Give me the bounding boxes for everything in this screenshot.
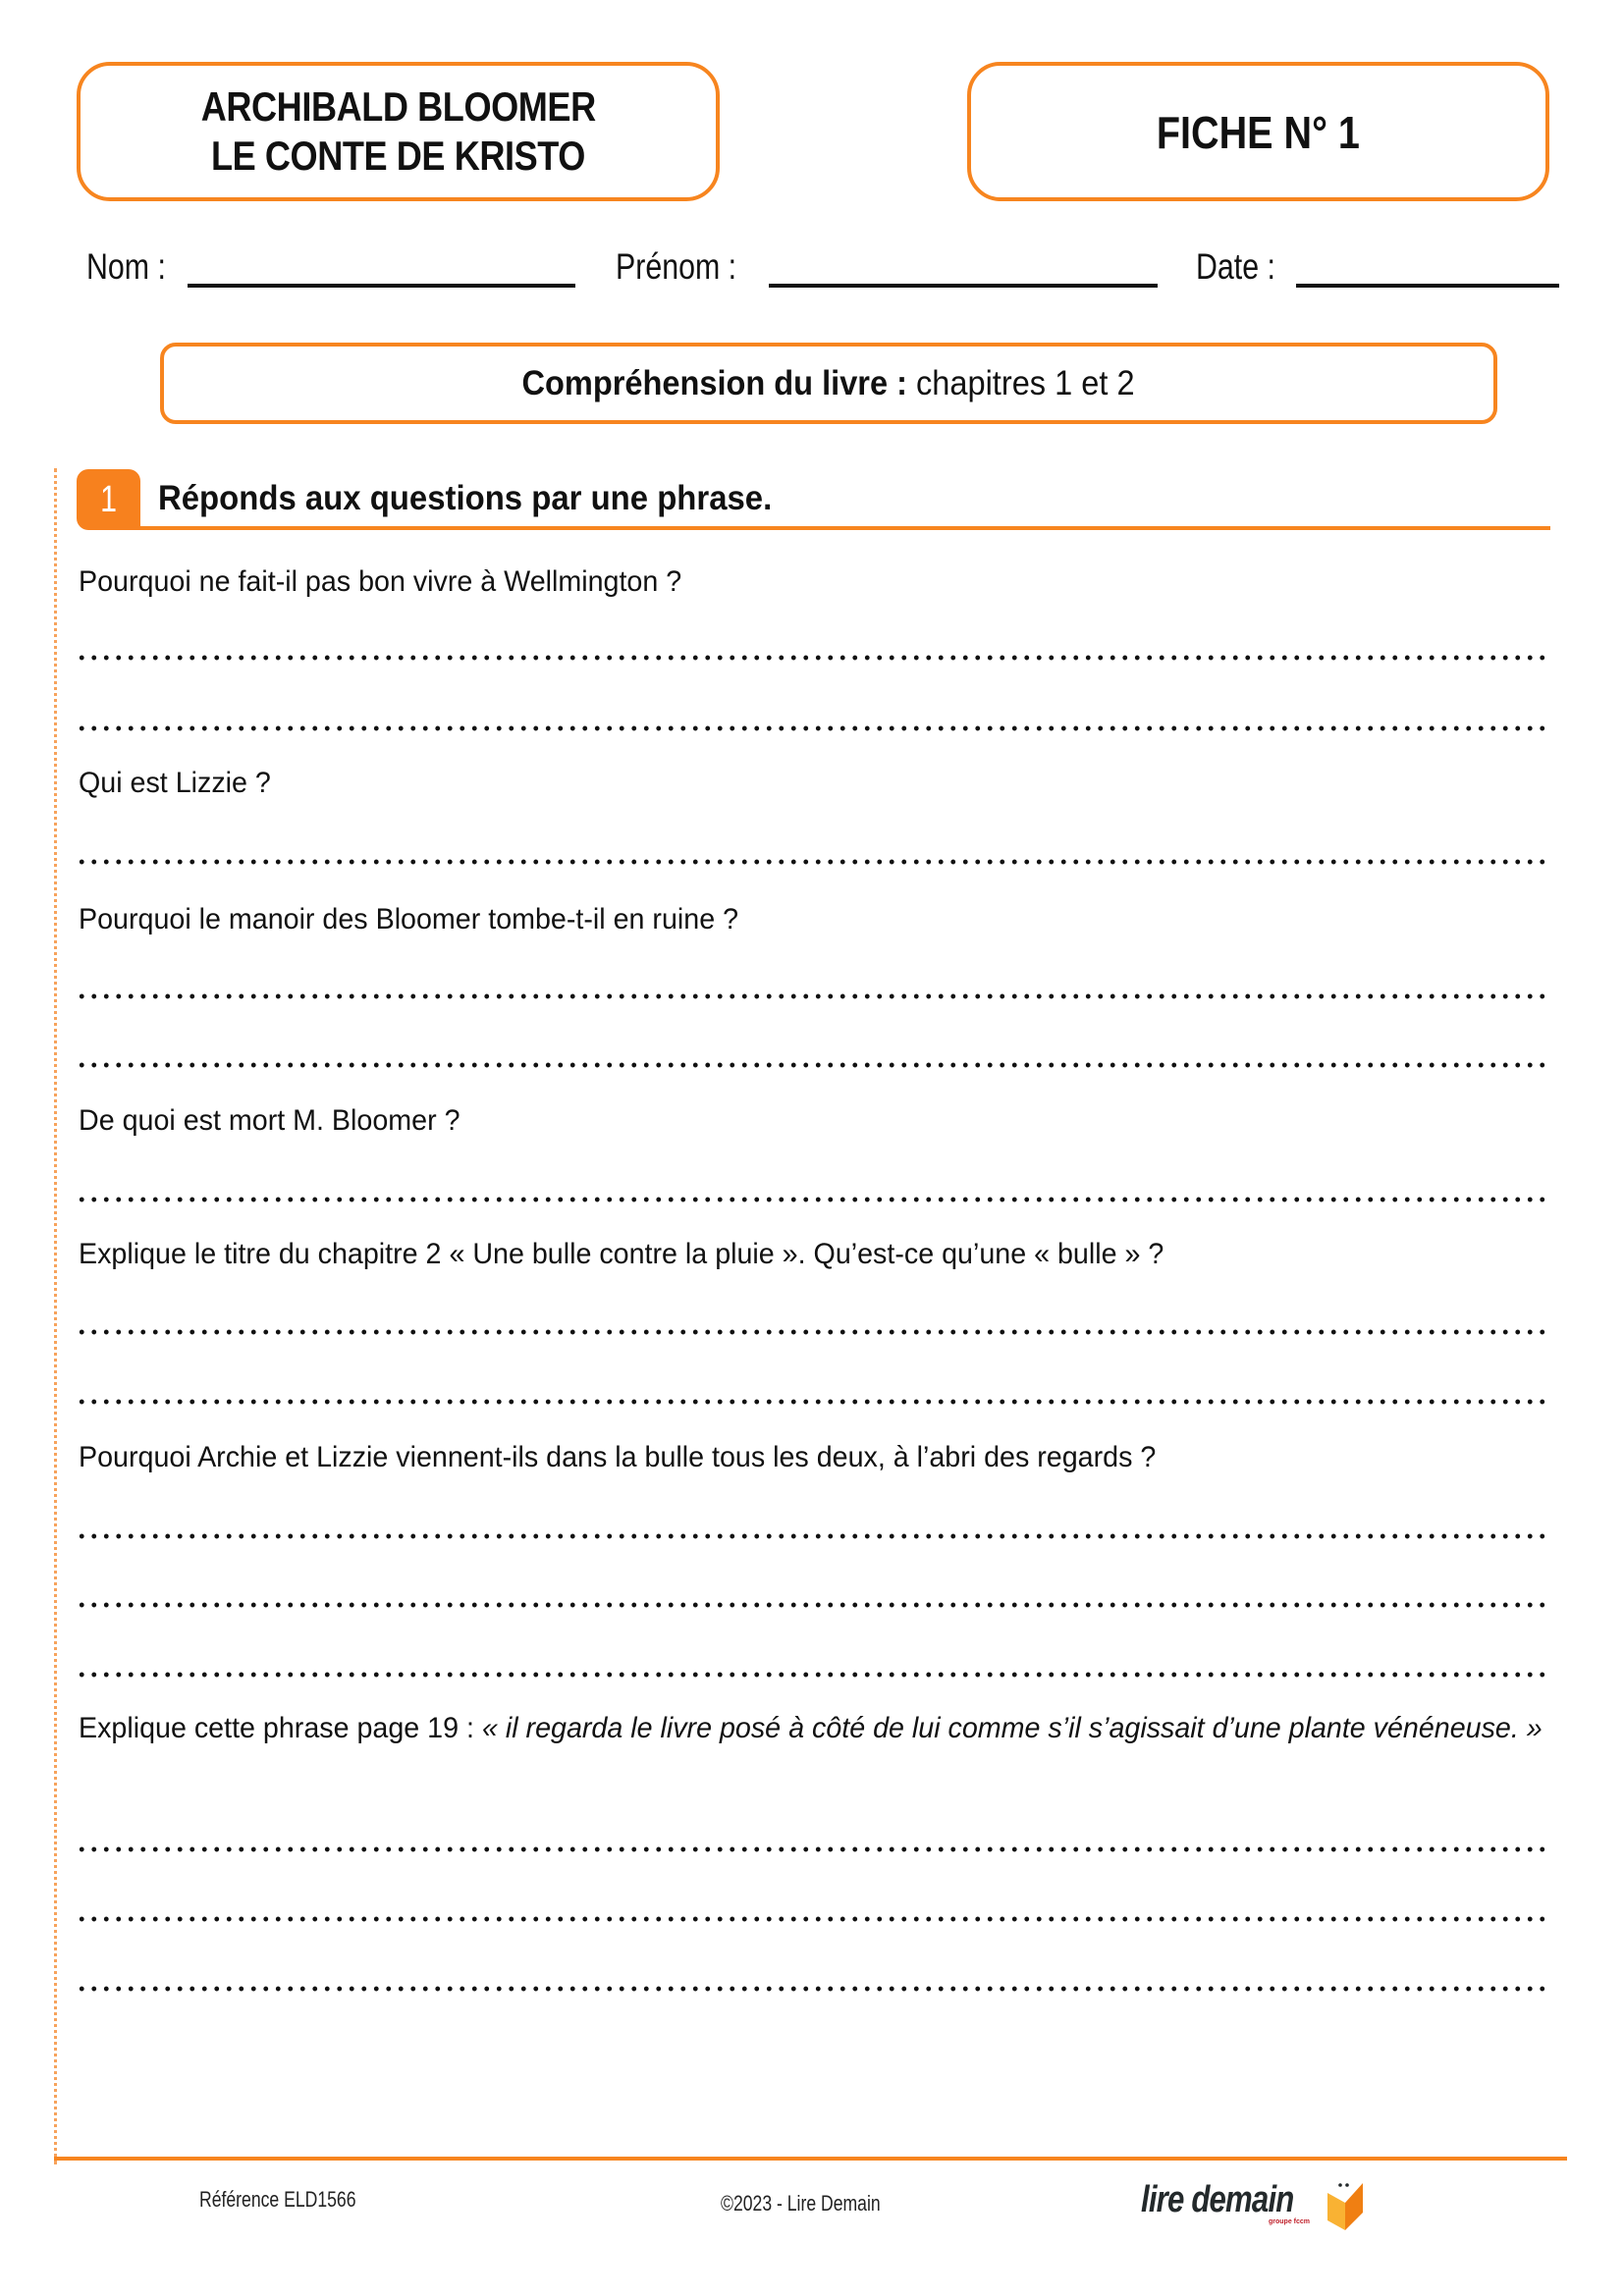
book-title-line-1: ARCHIBALD BLOOMER	[200, 83, 596, 130]
answer-line[interactable]	[76, 1533, 1548, 1539]
logo-wordmark: lire demain	[1141, 2179, 1294, 2220]
question-5: Explique le titre du chapitre 2 « Une bulle contre la pluie ». Qu’est-ce qu’une « bulle » ?	[79, 1238, 1164, 1270]
comprehension-banner-text	[522, 364, 1135, 403]
lire-demain-logo	[1141, 2179, 1377, 2234]
question-2: Qui est Lizzie ?	[79, 767, 271, 799]
section-underline	[140, 526, 1550, 530]
book-title-line-2: LE CONTE DE KRISTO	[211, 133, 585, 179]
book-title-box	[77, 62, 720, 201]
question-1: Pourquoi ne fait-il pas bon vivre à Wellmington ?	[79, 565, 682, 598]
question-6: Pourquoi Archie et Lizzie viennent-ils dans la bulle tous les deux, à l’abri des regards ?	[79, 1441, 1157, 1473]
date-field[interactable]	[1296, 284, 1559, 288]
footer-rule	[54, 2157, 1567, 2161]
open-book-icon	[1326, 2181, 1365, 2232]
prenom-field[interactable]	[769, 284, 1158, 288]
comprehension-banner-bold: Compréhension du livre :	[521, 363, 908, 402]
date-label: Date :	[1196, 246, 1275, 287]
exercise-number-badge	[77, 469, 140, 530]
question-7-quote: « il regarda le livre posé à côté de lui comme s’il s’agissait d’une plante vénéneuse. »	[481, 1712, 1543, 1744]
answer-line[interactable]	[76, 859, 1548, 865]
answer-line[interactable]	[76, 1602, 1548, 1608]
prenom-label: Prénom :	[616, 246, 737, 287]
nom-field[interactable]	[188, 284, 575, 288]
copyright: ©2023 - Lire Demain	[721, 2191, 881, 2216]
answer-line[interactable]	[76, 1329, 1548, 1335]
question-3: Pourquoi le manoir des Bloomer tombe-t-il en ruine ?	[79, 903, 739, 935]
exercise-number: 1	[100, 478, 117, 520]
nom-label: Nom :	[86, 246, 166, 287]
left-margin-dotted-line	[54, 468, 57, 2164]
answer-line[interactable]	[76, 1672, 1548, 1678]
answer-line[interactable]	[76, 1399, 1548, 1405]
comprehension-banner	[160, 343, 1497, 424]
logo-subtext: groupe fccm	[1269, 2218, 1311, 2225]
answer-line[interactable]	[76, 1197, 1548, 1202]
answer-line[interactable]	[76, 1846, 1548, 1852]
answer-line[interactable]	[76, 1062, 1548, 1068]
question-4: De quoi est mort M. Bloomer ?	[79, 1104, 460, 1137]
comprehension-banner-chapters: chapitres 1 et 2	[907, 363, 1136, 402]
question-7	[79, 1708, 1550, 1749]
fiche-number-box	[967, 62, 1549, 201]
reference-code: Référence ELD1566	[199, 2187, 356, 2212]
fiche-number: FICHE N° 1	[1156, 107, 1361, 158]
answer-line[interactable]	[76, 993, 1548, 999]
answer-line[interactable]	[76, 725, 1548, 731]
answer-line[interactable]	[76, 1916, 1548, 1922]
exercise-instruction: Réponds aux questions par une phrase.	[158, 479, 773, 517]
answer-line[interactable]	[76, 1986, 1548, 1992]
answer-line[interactable]	[76, 655, 1548, 661]
question-7-prompt: Explique cette phrase page 19 :	[79, 1712, 482, 1744]
